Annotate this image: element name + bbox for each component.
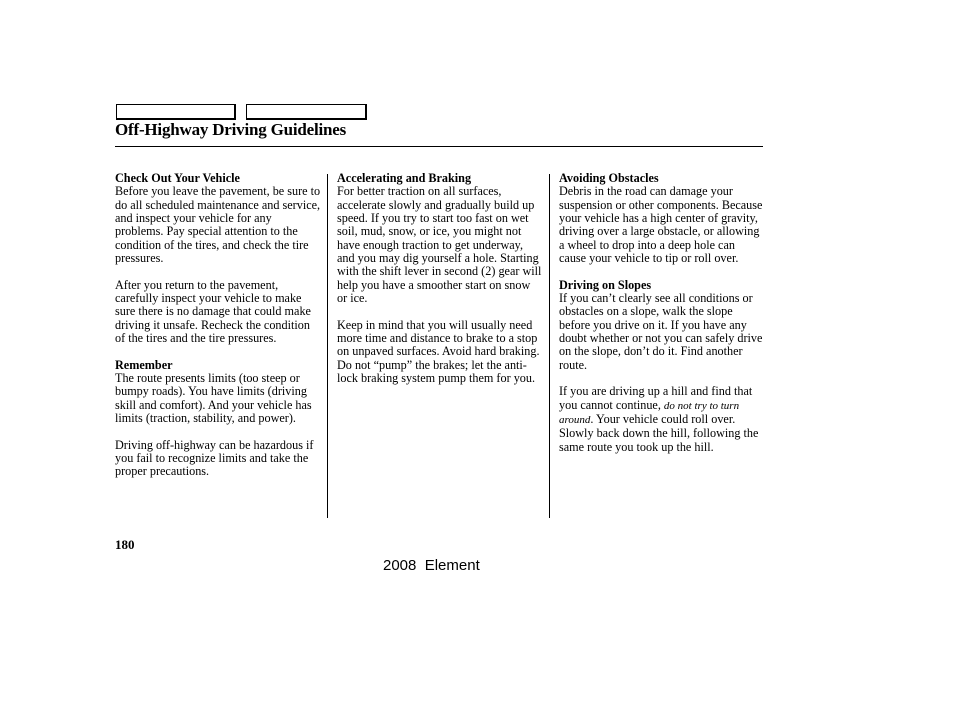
paragraph bbox=[559, 385, 765, 454]
text-run: If you are driving up a hill and find that you cannot continue, bbox=[559, 384, 753, 412]
paragraph: The route presents limits (too steep or bumpy roads). You have limits (driving skill and comfort). And your vehicle has limits (traction, stability, and power). bbox=[115, 371, 312, 426]
page-title: Off-Highway Driving Guidelines bbox=[115, 120, 347, 139]
paragraph: Before you leave the pavement, be sure to do all scheduled maintenance and service, and inspect your vehicle for any problems. Pay special attention to the condition of the tires, and check the tire pressures. bbox=[115, 184, 321, 266]
paragraph: Keep in mind that you will usually need more time and distance to brake to a stop on unpaved surfaces. Avoid hard braking. Do not “pump” the brakes; let the anti-lock braking system pump them for you. bbox=[337, 317, 540, 386]
heading-accelerating-braking: Accelerating and Braking bbox=[337, 171, 472, 185]
paragraph: For better traction on all surfaces, accelerate slowly and gradually build up speed. If you try to start too fast on wet soil, mud, snow, or ice, you might not have enough traction to get underway, and you may dig yourself a hole. Starting with the shift lever in second (2) gear will help you have a smoother start on snow or ice. bbox=[337, 184, 542, 306]
paragraph: After you return to the pavement, carefully inspect your vehicle to make sure there is no damage that could make driving it unsafe. Recheck the condition of the tires and the tire pressures. bbox=[115, 277, 311, 346]
column-middle bbox=[337, 172, 543, 399]
paragraph: Debris in the road can damage your suspension or other components. Because your vehicle has a high center of gravity, driving over a large obstacle, or allowing a wheel to drop into a deep hole can cause your vehicle to tip or roll over. bbox=[559, 184, 763, 266]
heading-avoiding-obstacles: Avoiding Obstacles bbox=[559, 171, 659, 185]
nav-button-1[interactable] bbox=[116, 104, 236, 120]
heading-driving-slopes: Driving on Slopes bbox=[559, 277, 652, 292]
paragraph: Driving off-highway can be hazardous if you fail to recognize limits and take the proper precautions. bbox=[115, 437, 314, 479]
column-left bbox=[115, 172, 323, 492]
text-run: . Your vehicle could roll over. Slowly back down the hill, following the same route you took up the hill. bbox=[559, 412, 759, 454]
heading-check-out-vehicle: Check Out Your Vehicle bbox=[115, 171, 240, 185]
nav-button-2[interactable] bbox=[246, 104, 367, 120]
heading-remember: Remember bbox=[115, 357, 173, 372]
footer-model: 2008 Element bbox=[383, 557, 480, 574]
emphasis-text: do not try to turn around bbox=[559, 399, 740, 427]
paragraph: If you can’t clearly see all conditions or obstacles on a slope, walk the slope before you drive on it. If you have any doubt whether or not you can safely drive on the slope, don’t do it. Find another route. bbox=[559, 291, 763, 372]
column-divider bbox=[327, 174, 328, 518]
page-number: 180 bbox=[115, 537, 135, 552]
column-right bbox=[559, 172, 765, 467]
title-rule bbox=[115, 146, 763, 147]
column-divider bbox=[549, 174, 550, 518]
